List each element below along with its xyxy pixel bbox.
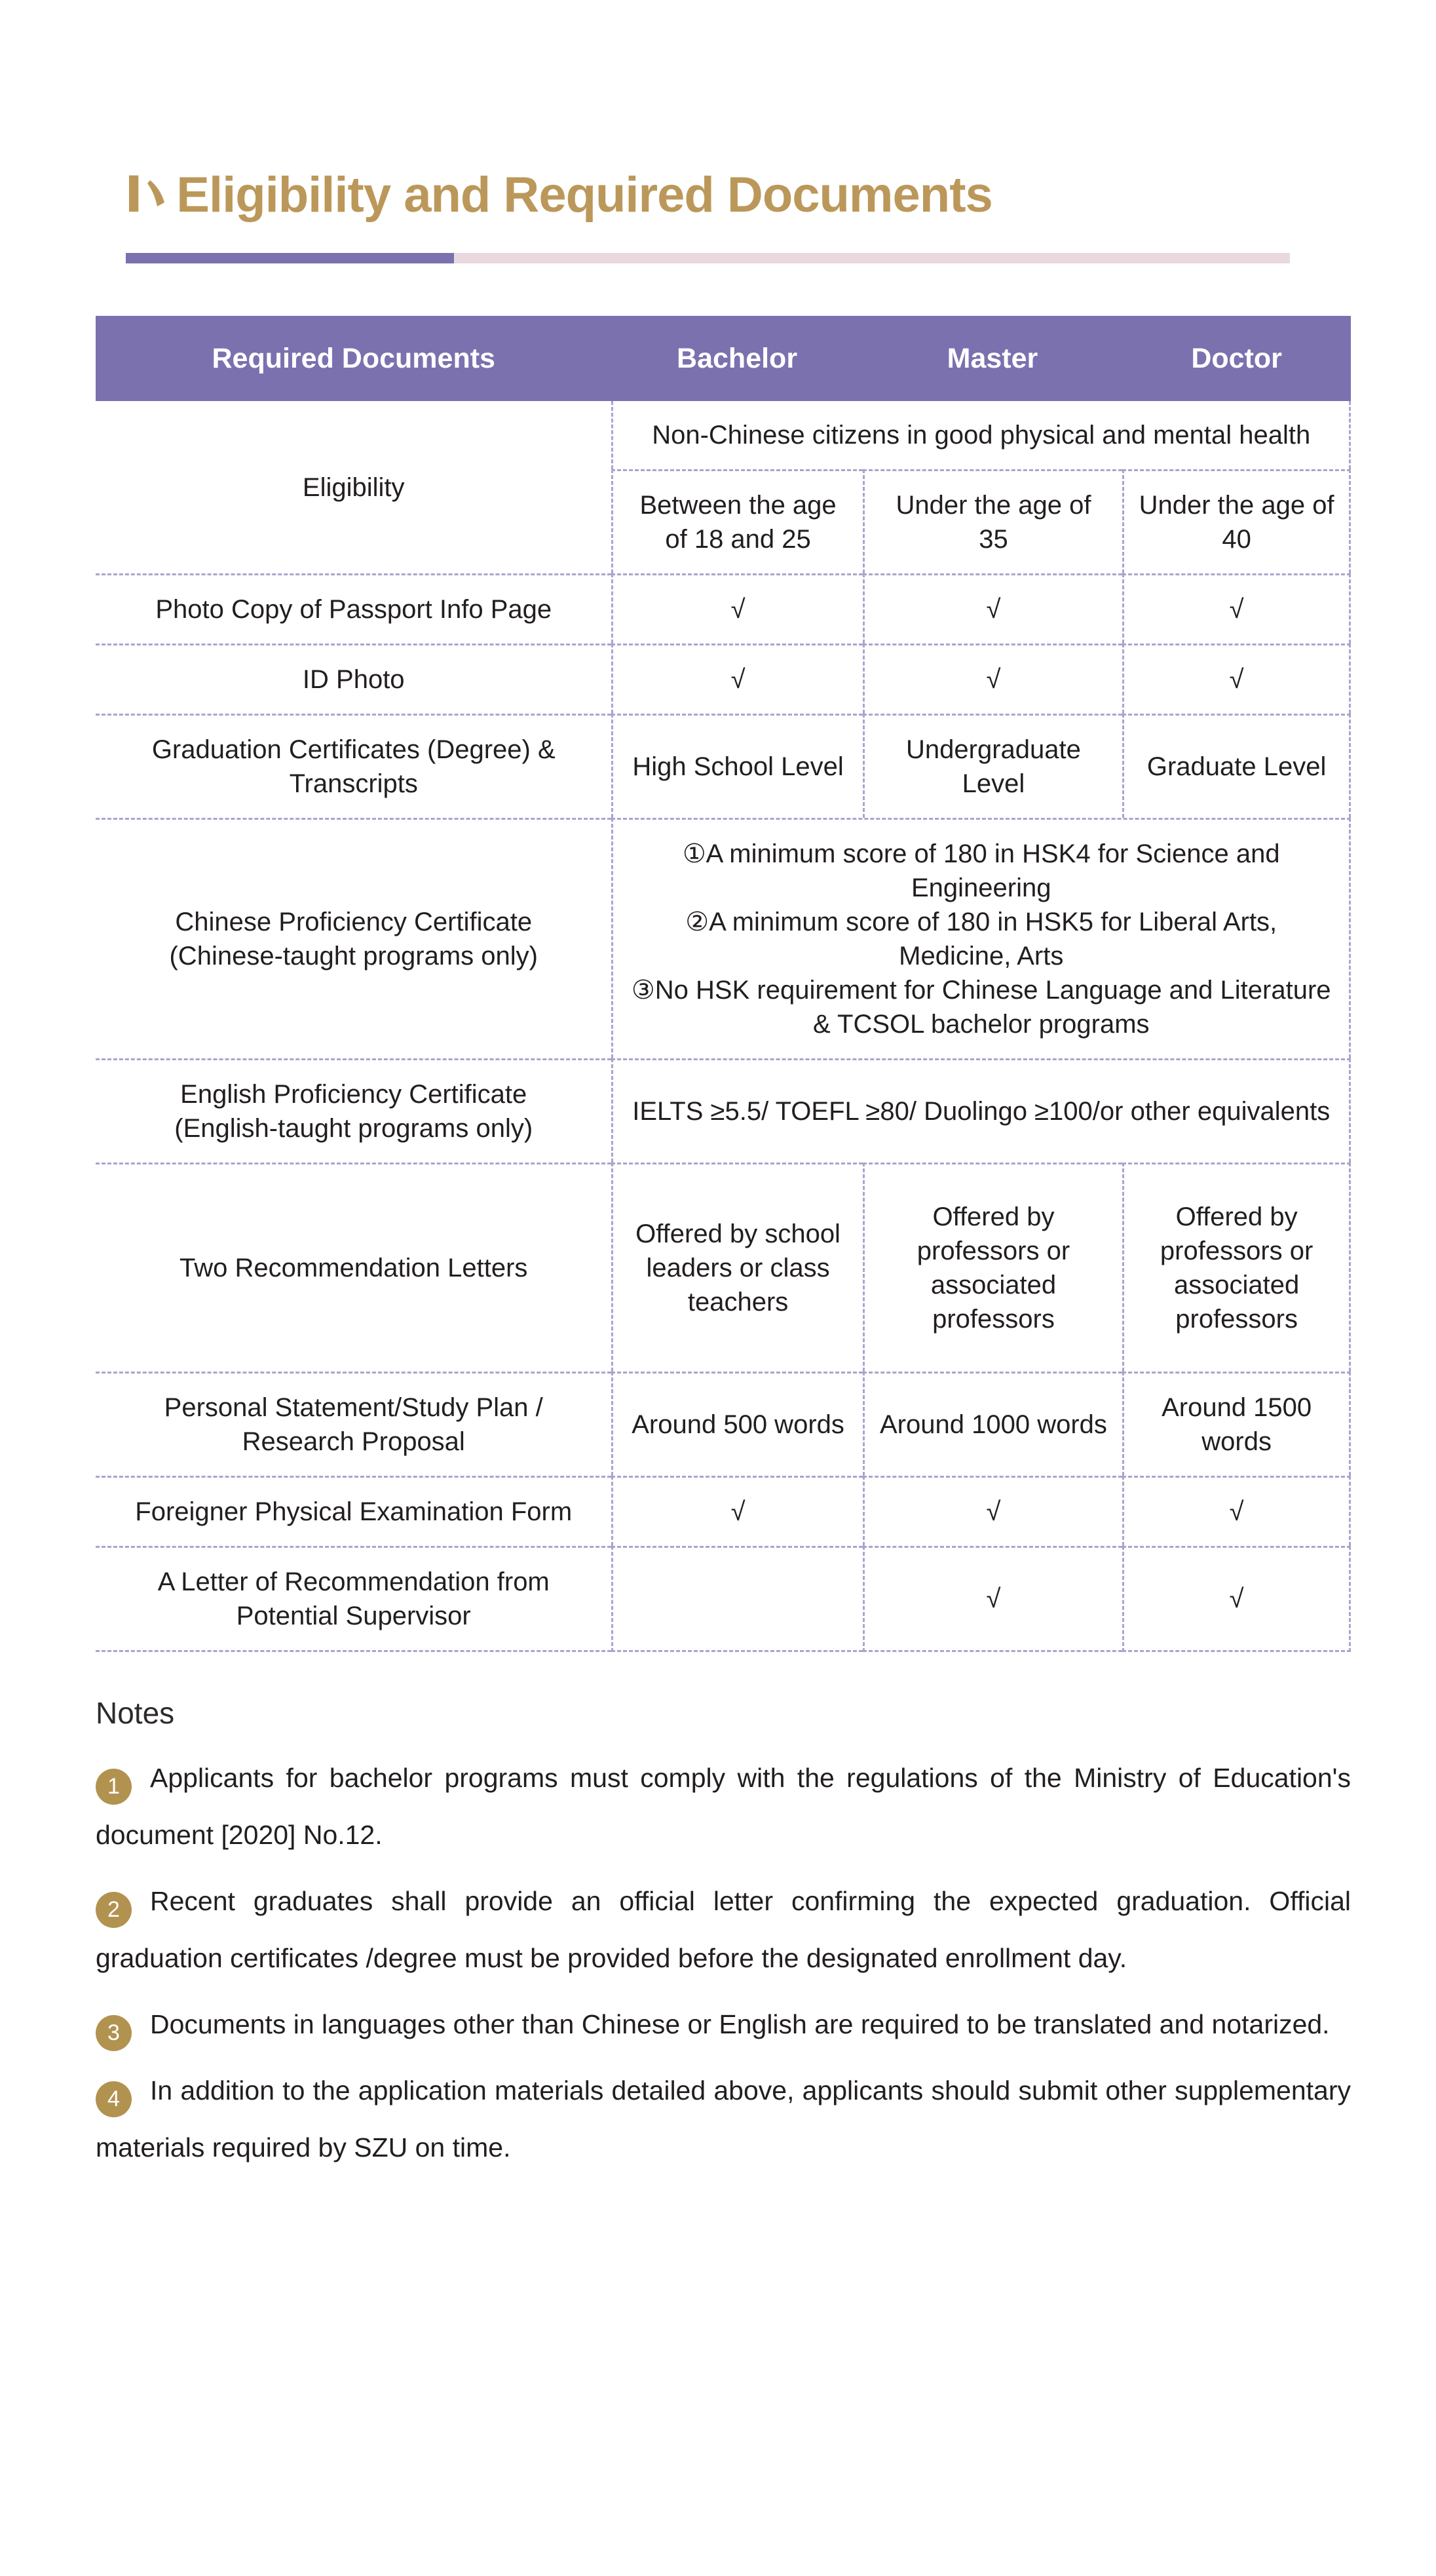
- table-row-id-photo: [96, 644, 1351, 714]
- notes-section: [96, 1695, 1351, 2176]
- notes-heading: Notes: [96, 1696, 175, 1731]
- row-label: Graduation Certificates (Degree) & Transcripts: [96, 714, 611, 818]
- check-cell: √: [1122, 644, 1351, 714]
- eligibility-shared-cell: Non-Chinese citizens in good physical and mental health: [611, 401, 1351, 469]
- note-text: In addition to the application materials detailed above, applicants should submit other supplementary materials required by SZU on time.: [96, 2075, 1351, 2163]
- hsk-requirement-3: ③No HSK requirement for Chinese Language and Literature & TCSOL bachelor programs: [631, 976, 1331, 1039]
- recommendation-cell: Offered by professors or associated professors: [1122, 1163, 1351, 1372]
- note-number-badge: 2: [96, 1892, 132, 1928]
- note-number-badge: 4: [96, 2081, 132, 2117]
- row-label: Chinese Proficiency Certificate (Chinese-taught programs only): [96, 818, 611, 1058]
- ideographic-comma-icon: [142, 174, 176, 212]
- row-label: English Proficiency Certificate (English-taught programs only): [96, 1058, 611, 1163]
- recommendation-cell: Offered by professors or associated professors: [863, 1163, 1123, 1372]
- check-cell: √: [863, 644, 1123, 714]
- note-item-2: [96, 1873, 1351, 1987]
- page-title: [124, 167, 1351, 223]
- word-count-cell: Around 500 words: [611, 1372, 862, 1476]
- check-cell: √: [611, 573, 862, 644]
- header-master: Master: [863, 316, 1123, 401]
- word-count-cell: Around 1500 words: [1122, 1372, 1351, 1476]
- eligibility-shared-row: [96, 401, 1351, 469]
- table-header-row: [96, 316, 1351, 401]
- check-cell: [611, 1546, 862, 1652]
- check-cell: √: [863, 1546, 1123, 1652]
- note-text: Recent graduates shall provide an official letter confirming the expected graduation. Official graduation certificates /degree must be provided before the designated enrollment day.: [96, 1886, 1351, 1974]
- note-text: Documents in languages other than Chinese or English are required to be translated and notarized.: [150, 2009, 1330, 2039]
- header-doctor: Doctor: [1122, 316, 1351, 401]
- row-label: ID Photo: [96, 644, 611, 714]
- note-item-4: [96, 2062, 1351, 2176]
- table-row-recommendation-letters: [96, 1163, 1351, 1372]
- header-bachelor: Bachelor: [611, 316, 862, 401]
- table-row-personal-statement: [96, 1372, 1351, 1476]
- level-cell: Undergraduate Level: [863, 714, 1123, 818]
- check-cell: √: [611, 644, 862, 714]
- check-cell: √: [863, 1476, 1123, 1546]
- row-label: A Letter of Recommendation from Potential Supervisor: [96, 1546, 611, 1652]
- table-row-chinese-proficiency: [96, 818, 1351, 1058]
- eligibility-master-cell: Under the age of 35: [863, 469, 1123, 573]
- check-cell: √: [1122, 1546, 1351, 1652]
- hsk-requirement-1: ①A minimum score of 180 in HSK4 for Science and Engineering: [682, 839, 1280, 903]
- note-number-badge: 3: [96, 2015, 132, 2051]
- recommendation-cell: Offered by school leaders or class teachers: [611, 1163, 862, 1372]
- eligibility-bachelor-cell: Between the age of 18 and 25: [611, 469, 862, 573]
- table-row-english-proficiency: [96, 1058, 1351, 1163]
- note-item-3: [96, 1996, 1351, 2053]
- title-text: Eligibility and Required Documents: [176, 167, 992, 223]
- header-required-documents: Required Documents: [96, 316, 611, 401]
- row-label: Personal Statement/Study Plan / Research Proposal: [96, 1372, 611, 1476]
- hsk-requirement-2: ②A minimum score of 180 in HSK5 for Liberal Arts, Medicine, Arts: [685, 908, 1277, 971]
- table-row-passport: [96, 573, 1351, 644]
- table-row-supervisor-letter: [96, 1546, 1351, 1652]
- note-item-1: [96, 1750, 1351, 1864]
- check-cell: √: [863, 573, 1123, 644]
- eligibility-doctor-cell: Under the age of 40: [1122, 469, 1351, 573]
- check-cell: √: [1122, 573, 1351, 644]
- row-label-eligibility: Eligibility: [302, 472, 405, 502]
- table-row-graduation: [96, 714, 1351, 818]
- row-label: Photo Copy of Passport Info Page: [96, 573, 611, 644]
- level-cell: Graduate Level: [1122, 714, 1351, 818]
- table-row-physical-exam: [96, 1476, 1351, 1546]
- check-cell: √: [611, 1476, 862, 1546]
- requirements-table: [96, 316, 1351, 1652]
- row-label: Foreigner Physical Examination Form: [96, 1476, 611, 1546]
- underline-purple-segment: [126, 253, 454, 263]
- row-label: Two Recommendation Letters: [96, 1163, 611, 1372]
- underline-pink-segment: [454, 253, 1290, 263]
- title-underline: [126, 253, 1290, 263]
- word-count-cell: Around 1000 words: [863, 1372, 1123, 1476]
- english-requirements-cell: IELTS ≥5.5/ TOEFL ≥80/ Duolingo ≥100/or other equivalents: [611, 1058, 1351, 1163]
- hsk-requirements-cell: [611, 818, 1351, 1058]
- level-cell: High School Level: [611, 714, 862, 818]
- title-numeral: Ⅰ: [124, 167, 143, 223]
- note-number-badge: 1: [96, 1769, 132, 1805]
- check-cell: √: [1122, 1476, 1351, 1546]
- note-text: Applicants for bachelor programs must comply with the regulations of the Ministry of Education's document [2020] No.12.: [96, 1763, 1351, 1851]
